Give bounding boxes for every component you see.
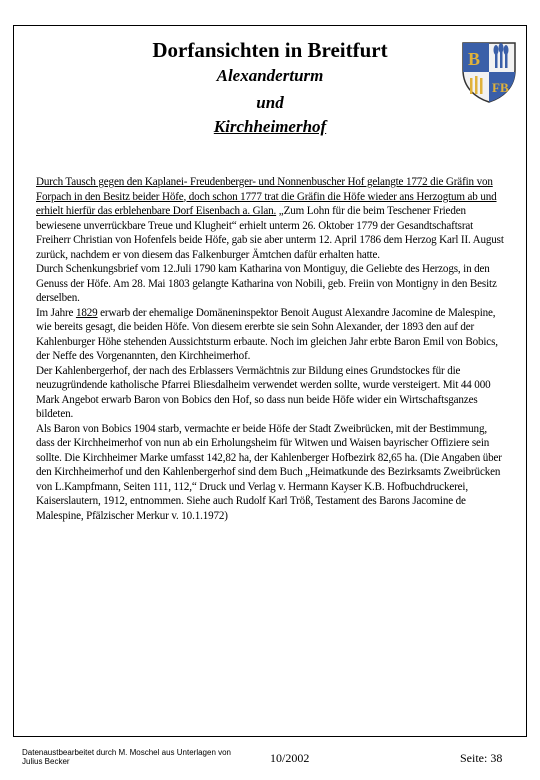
paragraph-3-rest: erwarb der ehemalige Domäneninspektor Benoit August Alexandre Jacomine de Malespine, wie bereits gesagt, die beiden Höfe. Von diesem ererbte sie sein Sohn Alexander, der 1893 den auf der Kahlenburger Höhe stehenden Aussichtsturm erbaute. Noch im gleichen Jahr erbte Baron Emil von Bobics, der Neffe des Vorgenannten, den Kirchheimerhof. bbox=[36, 306, 498, 362]
page-title: Dorfansichten in Breitfurt bbox=[152, 38, 388, 62]
footer-credit-line2: Julius Becker bbox=[22, 757, 70, 766]
footer-credit bbox=[22, 748, 231, 766]
paragraph-2: Durch Schenkungsbrief vom 12.Juli 1790 kam Katharina von Montiguy, die Geliebte des Herzogs, in den Genuss der Höfe. Am 28. Mai 1803 gelangte Katharina von Nobili, geb. Freiin von Montigny in den Besitz derselben. bbox=[36, 263, 497, 304]
document-body bbox=[36, 175, 504, 523]
crest-letter-b: B bbox=[468, 49, 481, 69]
coat-of-arms-icon bbox=[460, 40, 518, 104]
wheat-icon-2 bbox=[470, 76, 483, 94]
paragraph-3-year: 1829 bbox=[75, 306, 98, 319]
subtitle-alexanderturm: Alexanderturm bbox=[216, 66, 324, 85]
paragraph-1-underlined: Durch Tausch gegen den Kaplanei- Freudenberger- und Nonnenbuscher Hof gelangte 1772 die Gräfin von Forpach in den Besitz beider Höfe, doch schon 1777 trat die Gräfin die Höfe wieder ans Herzogtum ab und erhielt hierfür das erblehenbare Dorf Eisenbach a. Glan. bbox=[36, 176, 497, 217]
subtitle-und: und bbox=[256, 93, 284, 112]
paragraph-1 bbox=[36, 175, 504, 262]
paragraph-1-rest: „Zum Lohn für die beim Teschener Frieden bewiesene unverrückbare Treue und Klugheit“ erhielt unterm 26. Oktober 1779 der Gesandtschaftsrat Freiherr Christian von Hofenfels beide Höfe, gab sie aber unterm 12. April 1786 dem Herzog Karl II. August zurück, nachdem er von diesem das Falkenburger Ämtchen dafür erhalten hatte. bbox=[36, 205, 504, 261]
subtitle-kirchheimerhof: Kirchheimerhof bbox=[213, 117, 327, 136]
wheat-icon bbox=[494, 43, 509, 68]
crest-letters-fb: FB bbox=[492, 80, 509, 95]
paragraph-5: Als Baron von Bobics 1904 starb, vermachte er beide Höfe der Stadt Zweibrücken, mit der Bestimmung, dass der Kirchheimerhof von nun ab ein Erholungsheim für Witwen und Waisen bayrischer Offiziere sein sollte. Die Kirchheimer Marke umfasst 142,82 ha, der Kahlenberger Hofbezirk 82,65 ha. (Die Angaben über den Kirchheimerhof und den Kahlenbergerhof sind dem Buch „Heimatkunde des Bezirksamts Zweibrücken von L.Kampfmann, Seiten 111, 112,“ Druck und Verlag v. Hermann Kayser K.B. Hofbuchdruckerei, Kaiserslautern, 1912, entnommen. Siehe auch Rudolf Karl Tröß, Testament des Barons Jacomine de Malespine, Pfälzischer Merkur v. 10.1.1972) bbox=[36, 422, 502, 522]
footer-page-number: Seite: 38 bbox=[460, 751, 503, 765]
footer-credit-line1: Datenaustbearbeitet durch M. Moschel aus Unterlagen von bbox=[22, 748, 232, 757]
paragraph-3-prefix: Im Jahre bbox=[36, 306, 76, 319]
paragraph-3 bbox=[36, 306, 504, 364]
footer-date: 10/2002 bbox=[270, 751, 310, 765]
paragraph-4: Der Kahlenbergerhof, der nach des Erblassers Vermächtnis zur Bildung eines Grundstockes für die neuzugründende katholische Pfarrei Bliesdalheim verwendet werden sollte, wurde versteigert. Mit 44 000 Mark Angebot erwarb Baron von Bobics den Hof, so dass nun beide Höfe wider ein Wirtschaftsganzes bildeten. bbox=[36, 364, 491, 420]
